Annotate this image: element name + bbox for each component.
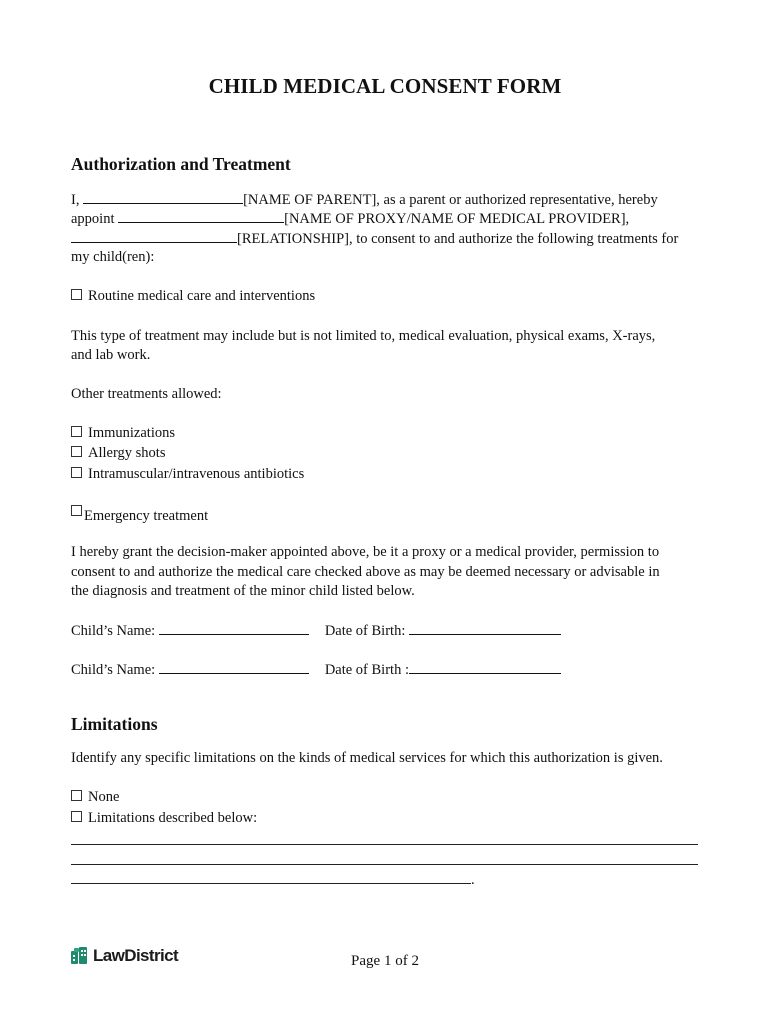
child-name-label-2: Child’s Name: (71, 662, 159, 678)
authorization-line-2-prefix: appoint (71, 211, 119, 227)
authorization-line-1 (71, 190, 658, 209)
checkbox-none[interactable] (71, 790, 82, 801)
child-row-1 (71, 621, 561, 640)
authorization-line-2-suffix: [NAME OF PROXY/NAME OF MEDICAL PROVIDER], (284, 211, 630, 227)
checkbox-routine[interactable] (71, 289, 82, 300)
child-dob-label-1: Date of Birth: (324, 623, 409, 639)
limitations-line-1[interactable] (71, 844, 698, 845)
checkbox-row-antibiotics (71, 465, 304, 483)
limitations-line-2[interactable] (71, 864, 698, 865)
section-heading-authorization: Authorization and Treatment (71, 154, 291, 174)
grant-text-line-1: I hereby grant the decision-maker appointed above, be it a proxy or a medical provider, permission to (71, 544, 660, 560)
limitations-line-3[interactable] (71, 883, 471, 884)
proxy-name-field[interactable] (118, 209, 284, 223)
child-row-2 (71, 660, 561, 679)
authorization-line-2 (71, 209, 629, 228)
child-dob-field-1[interactable] (409, 621, 561, 635)
child-name-label-1: Child’s Name: (71, 623, 159, 639)
checkbox-row-limitations (71, 809, 257, 827)
relationship-field[interactable] (71, 229, 237, 243)
authorization-line-4: my child(ren): (71, 249, 155, 265)
checkbox-label-none: None (88, 789, 120, 805)
child-dob-label-2: Date of Birth : (324, 662, 409, 678)
grant-text-line-2: consent to and authorize the medical care checked above as may be deemed necessary or advisable in (71, 564, 660, 580)
treatment-desc-line-1: This type of treatment may include but is not limited to, medical evaluation, physical exams, X-rays, (71, 328, 656, 344)
treatment-desc-line-2: and lab work. (71, 347, 151, 363)
child-dob-field-2[interactable] (409, 660, 561, 674)
authorization-line-3-suffix: [RELATIONSHIP], to consent to and authorize the following treatments for (237, 231, 679, 247)
checkbox-row-allergy-shots (71, 444, 165, 462)
child-name-field-1[interactable] (159, 621, 309, 635)
checkbox-immunizations[interactable] (71, 426, 82, 437)
checkbox-label-limitations: Limitations described below: (88, 810, 258, 826)
child-name-field-2[interactable] (159, 660, 309, 674)
checkbox-row-routine (71, 287, 315, 305)
section-heading-limitations: Limitations (71, 714, 158, 734)
other-treatments-label: Other treatments allowed: (71, 386, 222, 402)
checkbox-antibiotics[interactable] (71, 467, 82, 478)
authorization-line-1-suffix: [NAME OF PARENT], as a parent or authorized representative, hereby (243, 192, 658, 208)
checkbox-row-immunizations (71, 424, 175, 442)
limitations-intro: Identify any specific limitations on the kinds of medical services for which this authorization is given. (71, 750, 663, 766)
limitations-end-mark: . (471, 872, 475, 888)
checkbox-label-routine: Routine medical care and interventions (88, 288, 316, 304)
parent-name-field[interactable] (83, 190, 243, 204)
checkbox-limitations[interactable] (71, 811, 82, 822)
checkbox-label-emergency: Emergency treatment (84, 508, 209, 524)
document-title: CHILD MEDICAL CONSENT FORM (208, 74, 562, 98)
checkbox-emergency[interactable] (71, 505, 82, 516)
authorization-line-1-prefix: I, (71, 192, 84, 208)
checkbox-row-emergency (71, 505, 208, 525)
authorization-line-3 (71, 229, 678, 248)
logo-wordmark: LawDistrict (93, 946, 179, 965)
grant-text-line-3: the diagnosis and treatment of the minor child listed below. (71, 583, 415, 599)
checkbox-label-allergy-shots: Allergy shots (88, 445, 166, 461)
checkbox-label-immunizations: Immunizations (88, 425, 175, 441)
checkbox-label-antibiotics: Intramuscular/intravenous antibiotics (88, 466, 305, 482)
page-number: Page 1 of 2 (351, 953, 419, 969)
checkbox-row-none (71, 788, 119, 806)
checkbox-allergy-shots[interactable] (71, 446, 82, 457)
